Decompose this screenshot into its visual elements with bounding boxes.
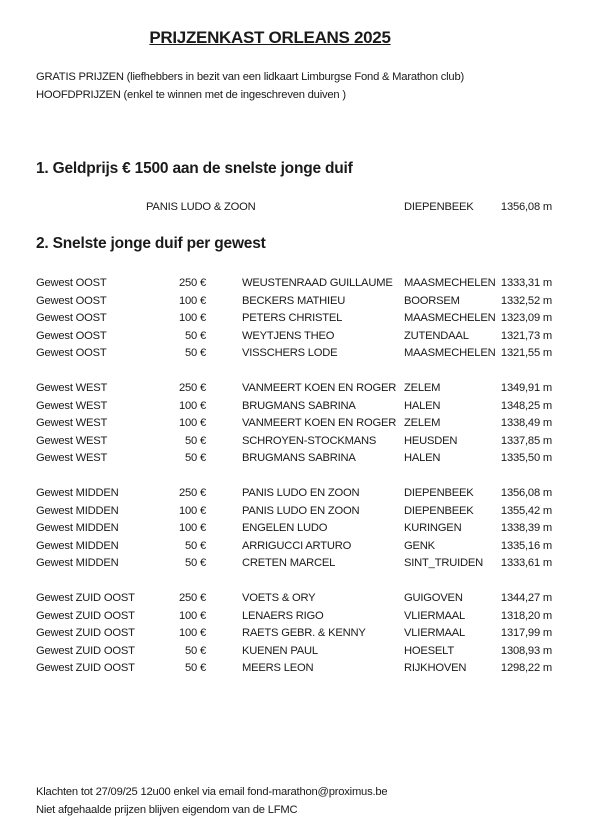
fancier-name: VANMEERT KOEN EN ROGER bbox=[242, 382, 397, 394]
speed-value: 1318,20 m bbox=[500, 609, 552, 622]
fancier-place: ZUTENDAAL bbox=[404, 329, 469, 342]
table-row bbox=[0, 435, 600, 452]
gewest-label: Gewest WEST bbox=[36, 452, 108, 464]
prize-amount: 50 € bbox=[185, 539, 206, 552]
fancier-place: GUIGOVEN bbox=[404, 592, 463, 604]
prize-amount: 100 € bbox=[179, 609, 206, 622]
fancier-place: KURINGEN bbox=[404, 522, 462, 534]
table-row bbox=[0, 330, 600, 347]
fancier-name: WEYTJENS THEO bbox=[242, 329, 335, 342]
fancier-place: HALEN bbox=[404, 452, 441, 464]
speed-value: 1338,39 m bbox=[500, 522, 552, 534]
speed-value: 1332,52 m bbox=[500, 294, 552, 307]
prize-amount: 50 € bbox=[185, 557, 206, 569]
table-row bbox=[0, 312, 600, 329]
gewest-label: Gewest ZUID OOST bbox=[36, 609, 135, 622]
fancier-name: CRETEN MARCEL bbox=[242, 557, 336, 569]
gewest-label: Gewest WEST bbox=[36, 382, 108, 394]
fancier-place: HEUSDEN bbox=[404, 434, 458, 447]
table-row bbox=[0, 592, 600, 609]
speed-value: 1337,85 m bbox=[500, 434, 552, 447]
fancier-name: ENGELEN LUDO bbox=[242, 522, 328, 534]
speed-value: 1308,93 m bbox=[500, 644, 552, 657]
table-row bbox=[0, 487, 600, 504]
gewest-label: Gewest OOST bbox=[36, 294, 107, 307]
fancier-place: ZELEM bbox=[404, 382, 441, 394]
gewest-label: Gewest MIDDEN bbox=[36, 557, 119, 569]
table-row bbox=[0, 662, 600, 679]
fancier-name: RAETS GEBR. & KENNY bbox=[242, 627, 366, 639]
table-row bbox=[0, 540, 600, 557]
fancier-name: LENAERS RIGO bbox=[242, 609, 324, 622]
speed-value: 1348,25 m bbox=[500, 399, 552, 412]
gewest-label: Gewest OOST bbox=[36, 347, 107, 359]
speed-value: 1298,22 m bbox=[500, 662, 552, 674]
fancier-place: MAASMECHELEN bbox=[404, 347, 496, 359]
table-row bbox=[0, 610, 600, 627]
fancier-name: SCHROYEN-STOCKMANS bbox=[242, 434, 377, 447]
fancier-name: VOETS & ORY bbox=[242, 592, 316, 604]
prize-amount: 100 € bbox=[179, 522, 206, 534]
fancier-name: VANMEERT KOEN EN ROGER bbox=[242, 417, 397, 429]
gewest-label: Gewest MIDDEN bbox=[36, 487, 119, 499]
intro-gratis-prijzen: GRATIS PRIJZEN (liefhebbers in bezit van een lidkaart Limburgse Fond & Marathon club) bbox=[36, 71, 465, 83]
speed-value: 1355,42 m bbox=[500, 504, 552, 517]
table-row bbox=[0, 452, 600, 469]
speed-value: 1333,31 m bbox=[500, 277, 552, 289]
speed-value: 1335,50 m bbox=[500, 452, 552, 464]
fancier-place: MAASMECHELEN bbox=[404, 277, 496, 289]
table-row bbox=[0, 400, 600, 417]
gewest-label: Gewest ZUID OOST bbox=[36, 592, 135, 604]
prize-amount: 100 € bbox=[179, 504, 206, 517]
speed-value: 1356,08 m bbox=[500, 487, 552, 499]
table-row bbox=[0, 295, 600, 312]
fancier-place: BOORSEM bbox=[404, 294, 460, 307]
gewest-label: Gewest ZUID OOST bbox=[36, 627, 135, 639]
intro-hoofdprijzen: HOOFDPRIJZEN (enkel te winnen met de ingeschreven duiven ) bbox=[36, 89, 346, 101]
fancier-name: BRUGMANS SABRINA bbox=[242, 452, 356, 464]
speed-value: 1323,09 m bbox=[500, 312, 552, 324]
footer-complaints: Klachten tot 27/09/25 12u00 enkel via email fond-marathon@proximus.be bbox=[36, 786, 388, 798]
speed-value: 1335,16 m bbox=[500, 539, 552, 552]
winner-speed: 1356,08 m bbox=[500, 201, 552, 213]
fancier-place: VLIERMAAL bbox=[404, 609, 465, 622]
fancier-place: DIEPENBEEK bbox=[404, 504, 474, 517]
gewest-label: Gewest MIDDEN bbox=[36, 522, 119, 534]
prize-amount: 250 € bbox=[179, 382, 206, 394]
prize-amount: 100 € bbox=[179, 312, 206, 324]
fancier-place: RIJKHOVEN bbox=[404, 662, 467, 674]
prize-amount: 50 € bbox=[185, 662, 206, 674]
prize-amount: 50 € bbox=[185, 347, 206, 359]
table-row bbox=[0, 347, 600, 364]
fancier-name: PETERS CHRISTEL bbox=[242, 312, 343, 324]
gewest-label: Gewest MIDDEN bbox=[36, 539, 119, 552]
prize-amount: 50 € bbox=[185, 434, 206, 447]
fancier-place: HOESELT bbox=[404, 644, 454, 657]
prize-amount: 100 € bbox=[179, 399, 206, 412]
footer-unclaimed: Niet afgehaalde prijzen blijven eigendom van de LFMC bbox=[36, 804, 298, 816]
prize-amount: 50 € bbox=[185, 452, 206, 464]
prize-amount: 250 € bbox=[179, 487, 206, 499]
table-row bbox=[0, 522, 600, 539]
speed-value: 1338,49 m bbox=[500, 417, 552, 429]
gewest-label: Gewest WEST bbox=[36, 417, 108, 429]
prize-amount: 250 € bbox=[179, 277, 206, 289]
fancier-name: VISSCHERS LODE bbox=[242, 347, 338, 359]
gewest-label: Gewest WEST bbox=[36, 434, 108, 447]
speed-value: 1321,55 m bbox=[500, 347, 552, 359]
table-row bbox=[0, 417, 600, 434]
section1-heading: 1. Geldprijs € 1500 aan de snelste jonge duif bbox=[36, 160, 353, 177]
fancier-name: BRUGMANS SABRINA bbox=[242, 399, 356, 412]
fancier-place: DIEPENBEEK bbox=[404, 487, 474, 499]
table-row bbox=[0, 627, 600, 644]
winner-place: DIEPENBEEK bbox=[404, 201, 474, 213]
speed-value: 1321,73 m bbox=[500, 329, 552, 342]
fancier-place: SINT_TRUIDEN bbox=[404, 557, 484, 569]
gewest-label: Gewest OOST bbox=[36, 277, 107, 289]
gewest-label: Gewest OOST bbox=[36, 312, 107, 324]
section1-winner-row bbox=[0, 201, 600, 218]
fancier-name: ARRIGUCCI ARTURO bbox=[242, 539, 352, 552]
table-row bbox=[0, 645, 600, 662]
section2-heading: 2. Snelste jonge duif per gewest bbox=[36, 235, 266, 252]
fancier-place: GENK bbox=[404, 539, 435, 552]
fancier-name: WEUSTENRAAD GUILLAUME bbox=[242, 277, 393, 289]
fancier-name: BECKERS MATHIEU bbox=[242, 294, 346, 307]
table-row bbox=[0, 382, 600, 399]
prize-amount: 250 € bbox=[179, 592, 206, 604]
fancier-place: VLIERMAAL bbox=[404, 627, 465, 639]
speed-value: 1344,27 m bbox=[500, 592, 552, 604]
prize-amount: 100 € bbox=[179, 627, 206, 639]
speed-value: 1317,99 m bbox=[500, 627, 552, 639]
gewest-label: Gewest OOST bbox=[36, 329, 107, 342]
fancier-name: KUENEN PAUL bbox=[242, 644, 318, 657]
gewest-label: Gewest ZUID OOST bbox=[36, 644, 135, 657]
fancier-place: ZELEM bbox=[404, 417, 441, 429]
fancier-name: PANIS LUDO EN ZOON bbox=[242, 504, 360, 517]
prize-amount: 50 € bbox=[185, 644, 206, 657]
page-title: PRIJZENKAST ORLEANS 2025 bbox=[149, 28, 391, 47]
speed-value: 1349,91 m bbox=[500, 382, 552, 394]
fancier-name: PANIS LUDO EN ZOON bbox=[242, 487, 360, 499]
table-row bbox=[0, 557, 600, 574]
winner-name: PANIS LUDO & ZOON bbox=[146, 201, 256, 213]
gewest-label: Gewest MIDDEN bbox=[36, 504, 119, 517]
fancier-place: MAASMECHELEN bbox=[404, 312, 496, 324]
fancier-name: MEERS LEON bbox=[242, 662, 314, 674]
speed-value: 1333,61 m bbox=[500, 557, 552, 569]
prize-amount: 100 € bbox=[179, 417, 206, 429]
gewest-label: Gewest ZUID OOST bbox=[36, 662, 135, 674]
gewest-label: Gewest WEST bbox=[36, 399, 108, 412]
prize-amount: 50 € bbox=[185, 329, 206, 342]
prize-amount: 100 € bbox=[179, 294, 206, 307]
table-row bbox=[0, 277, 600, 294]
table-row bbox=[0, 505, 600, 522]
fancier-place: HALEN bbox=[404, 399, 441, 412]
